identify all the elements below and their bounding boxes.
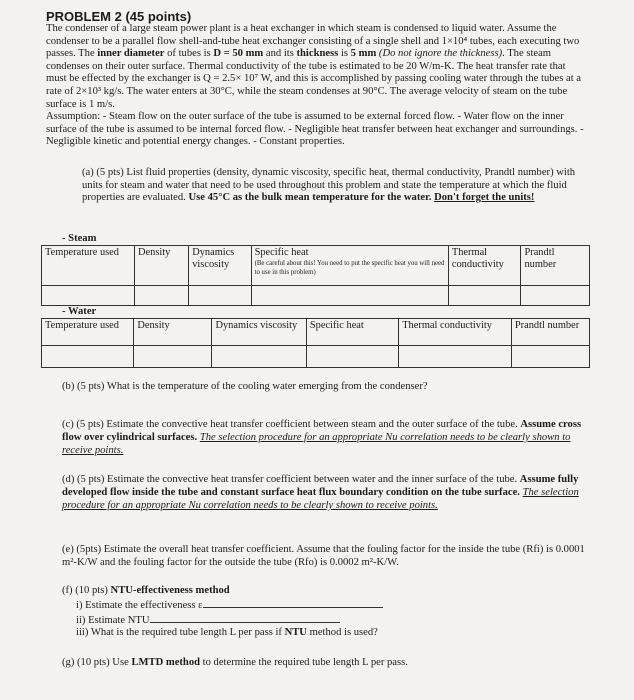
steam-cp-label: Specific heat [254, 247, 309, 258]
water-cell-specific-heat[interactable] [306, 346, 398, 368]
part-g-bold: LMTD method [131, 657, 201, 668]
steam-col-prandtl: Prandtl number [521, 246, 590, 286]
part-d-text: (d) (5 pts) Estimate the convective heat transfer coefficient between water and the inner surface of the tube. [62, 474, 520, 485]
water-col-conductivity: Thermal conductivity [399, 319, 512, 346]
problem-statement [46, 23, 586, 149]
part-f-iii: method is used? [306, 627, 378, 639]
part-f-iii-bold: NTU [284, 627, 307, 639]
intro-bold: D = 50 mm [213, 48, 264, 60]
water-cell-viscosity[interactable] [212, 346, 306, 368]
answer-blank[interactable] [150, 613, 340, 623]
part-d [62, 474, 602, 512]
part-c-underline: The selection procedure for an appropriate Nu correlation needs to be clearly shown to receive points. [62, 431, 571, 456]
steam-col-temperature: Temperature used [42, 246, 135, 286]
steam-col-conductivity: Thermal conductivity [448, 246, 521, 286]
part-c [62, 419, 602, 457]
steam-label: - Steam [62, 233, 97, 244]
steam-property-table [41, 245, 590, 306]
intro-text: is [338, 48, 351, 60]
water-cell-conductivity[interactable] [399, 346, 512, 368]
intro-text: and its [263, 48, 297, 60]
part-e [62, 544, 602, 570]
part-b [62, 381, 602, 394]
intro-bold: 5 mm [350, 48, 377, 60]
part-c-bold: Assume cross flow over cylindrical surfaces. [62, 419, 582, 443]
steam-cell-viscosity[interactable] [189, 286, 251, 306]
part-g-text: to determine the required tube length L per pass. [200, 657, 408, 668]
part-f-i: i) Estimate the effectiveness ε [76, 599, 203, 611]
intro-text: . The steam condenses on their outer surface. Thermal conductivity of the tube is estimated to be 20 W/m-K. The heat transfer rate that must be effected by the exchanger is Q = 2.5× 10⁷ W, and this is accomplished by passing cooling water through the tubes at a rate of 2×10³ kg/s. The water enters at 30°C, while the steam condenses at 90°C. The average velocity of steam on the tube surface is 1 m/s. [46, 48, 582, 110]
water-property-table [41, 318, 590, 368]
part-f-iii: iii) What is the required tube length L per pass if [76, 627, 285, 639]
intro-bold: inner diameter [97, 48, 165, 60]
water-label: - Water [62, 306, 97, 317]
water-cell-temperature[interactable] [42, 346, 134, 368]
part-f-bold: NTU-effectiveness method [110, 585, 230, 596]
water-col-density: Density [134, 319, 212, 346]
part-f-ii: ii) Estimate NTU [76, 614, 150, 626]
part-f-text: (f) (10 pts) [62, 585, 111, 596]
part-a [82, 167, 582, 205]
water-cell-prandtl[interactable] [511, 346, 589, 368]
steam-col-viscosity: Dynamics viscosity [189, 246, 251, 286]
part-d-underline: The selection procedure for an appropriate Nu correlation needs to be clearly shown to receive points. [62, 486, 579, 511]
steam-cell-prandtl[interactable] [521, 286, 590, 306]
steam-cell-density[interactable] [135, 286, 189, 306]
part-g-text: (g) (10 pts) Use [62, 657, 132, 668]
part-g [62, 657, 602, 670]
water-col-specific-heat: Specific heat [306, 319, 398, 346]
problem-title: PROBLEM 2 (45 points) [46, 9, 192, 24]
steam-cell-specific-heat[interactable] [251, 286, 448, 306]
answer-blank[interactable] [203, 598, 383, 608]
part-b-text: (b) (5 pts) What is the temperature of the cooling water emerging from the condenser? [62, 381, 428, 392]
intro-italic: (Do not ignore the thickness) [376, 48, 503, 60]
assumptions: Assumption: - Steam flow on the outer surface of the tube is assumed to be external forced flow. - Water flow on the inner surface of the tube is assumed to be internal forced flow. - Negligible heat transfer between heat exchanger and surroundings. - Negligible kinetic and potential energy changes. - Constant properties. [46, 111, 584, 148]
intro-text: The condenser of a large steam power plant is a heat exchanger in which steam is condensed to liquid water. Assume the condenser to be a parallel flow shell-and-tube heat exchanger consisting of a single shell and 1×10⁴ tubes, each executing two passes. The [46, 23, 580, 60]
part-a-text: (a) (5 pts) List fluid properties (density, dynamic viscosity, specific heat, thermal conductivity, Prandtl number) with units for steam and water that need to be used throughout this problem and state the temperature at which the fluid properties are evaluated. [82, 167, 576, 204]
part-d-bold: Assume fully developed flow inside the tube and constant surface heat flux boundary condition on the tube surface. [62, 474, 579, 498]
part-a-bold: Use 45°C as the bulk mean temperature for the water. [188, 192, 432, 204]
part-e-text: (e) (5pts) Estimate the overall heat transfer coefficient. Assume that the fouling factor for the inside the tube (Rfi) is 0.0001 m²-K/W and the fouling factor for the outside the tube (Rfo) is 0.0002 m²-K/W. [62, 544, 585, 568]
steam-cell-conductivity[interactable] [448, 286, 521, 306]
steam-col-specific-heat [251, 246, 448, 286]
part-f [62, 585, 602, 640]
intro-text: of tubes is [164, 48, 214, 60]
water-col-prandtl: Prandtl number [511, 319, 589, 346]
steam-cp-note: (Be careful about this! You need to put the specific heat you will need to use in this problem) [254, 260, 445, 276]
steam-col-density: Density [135, 246, 189, 286]
water-cell-density[interactable] [134, 346, 212, 368]
part-c-text: (c) (5 pts) Estimate the convective heat transfer coefficient between steam and the outer surface of the tube. [62, 419, 521, 430]
steam-cell-temperature[interactable] [42, 286, 135, 306]
part-a-underline: Don't forget the units! [434, 192, 535, 204]
water-col-temperature: Temperature used [42, 319, 134, 346]
intro-bold: thickness [296, 48, 339, 60]
water-col-viscosity: Dynamics viscosity [212, 319, 306, 346]
